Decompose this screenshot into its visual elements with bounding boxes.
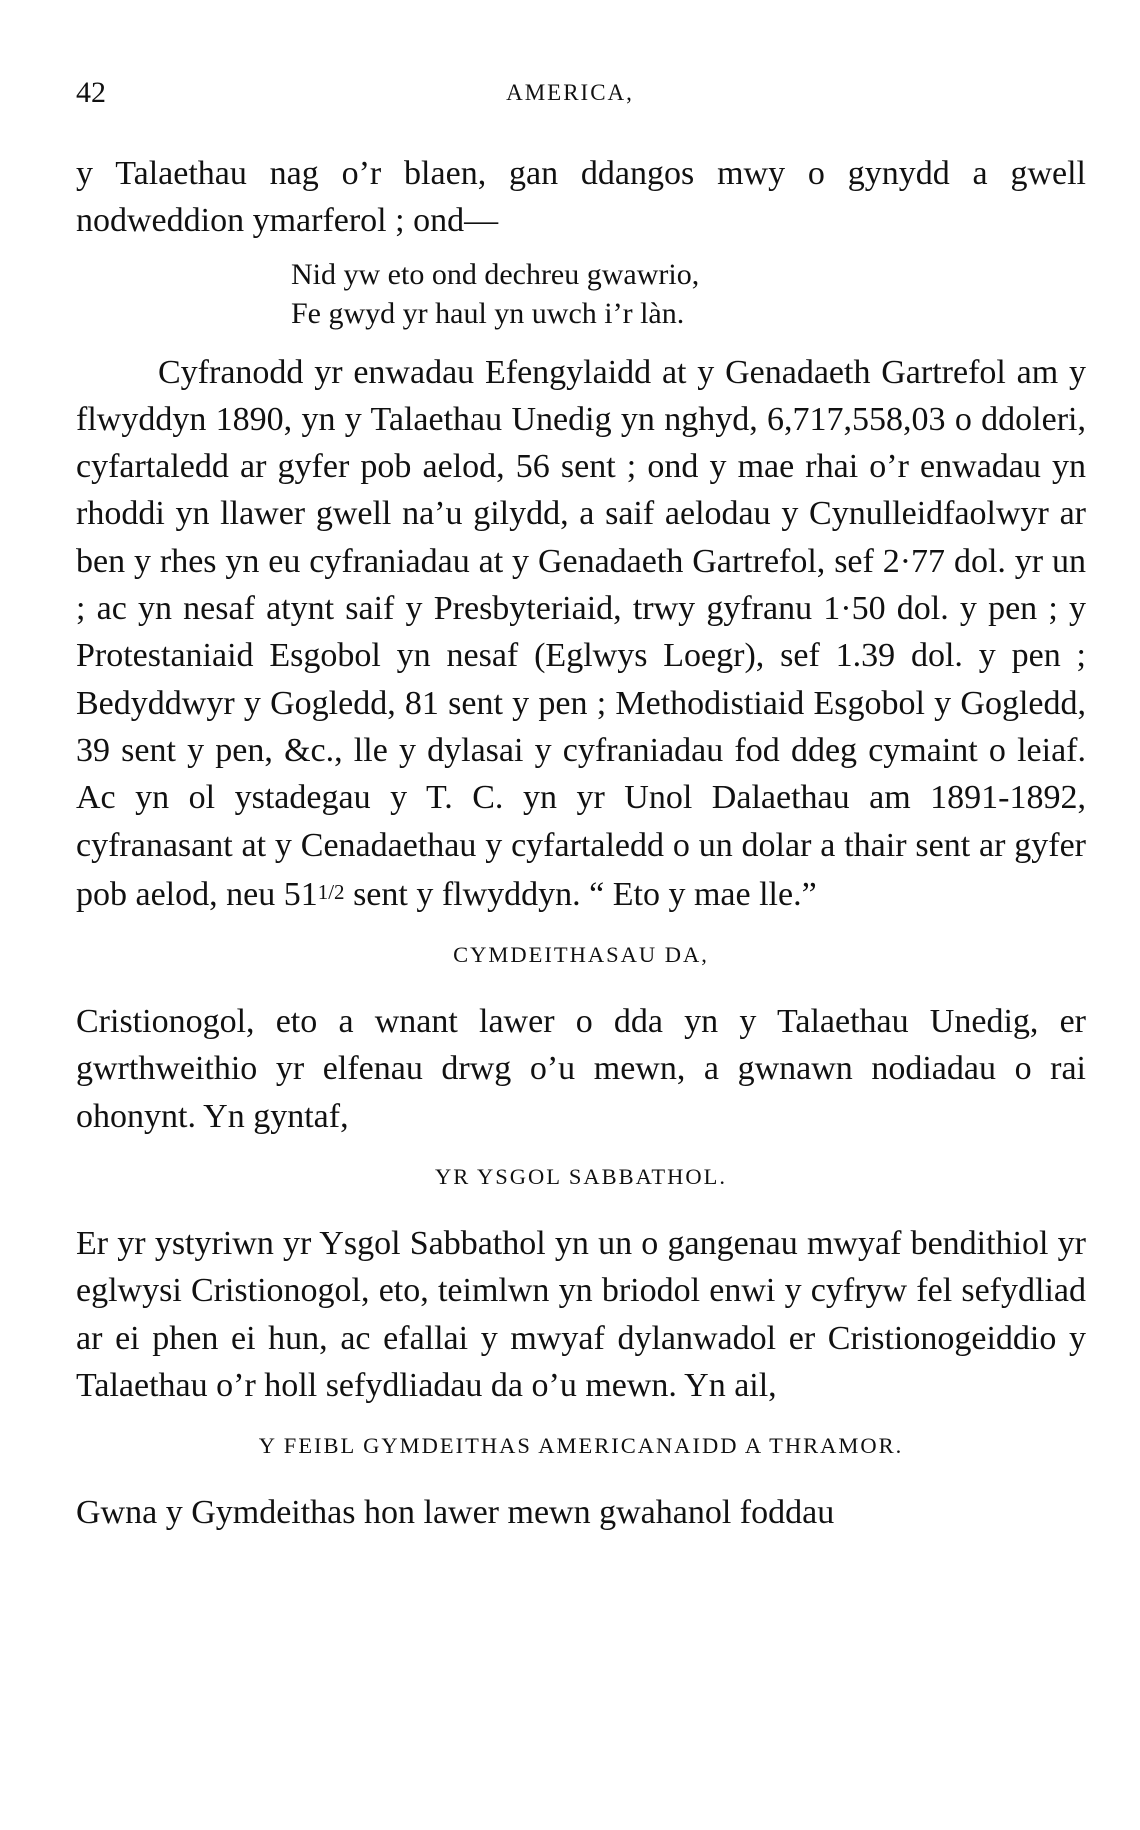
paragraph-continued: y Talaethau nag o’r blaen, gan ddangos mwy o gynydd a gwell nodweddion ymarferol ; ond— [76, 155, 1086, 240]
running-head [76, 76, 1064, 116]
paragraph-sunday-school: Er yr ystyriwn yr Ysgol Sabbathol yn un o gangenau mwyaf bendithiol yr eglwysi Cristionogol, eto, teimlwn yn briodol enwi y cyfryw fel sefydliad ar ei phen ei hun, ac efallai y mwyaf dylanwadol er Cristionogeiddio y Talaethau o’r holl sefydliadau da o’u mewn. Yn ail, [76, 1225, 1086, 1404]
verse-quote [291, 255, 1086, 333]
running-title: AMERICA, [506, 80, 634, 105]
paragraph-text-tail: sent y flwyddyn. “ Eto y mae lle.” [344, 875, 817, 913]
paragraph-societies: Cristionogol, eto a wnant lawer o dda yn y Talaethau Unedig, er gwrthweithio yr elfenau drwg o’u mewn, a gwnawn nodiadau o rai ohonynt. Yn gyntaf, [76, 1003, 1086, 1135]
verse-line: Fe gwyd yr haul yn uwch i’r làn. [291, 296, 685, 330]
page-body [76, 150, 1086, 1537]
section-heading: CYMDEITHASAU DA, [453, 942, 709, 968]
paragraph-home-mission [76, 349, 1086, 919]
paragraph-bible-society: Gwna y Gymdeithas hon lawer mewn gwahanol foddau [76, 1494, 835, 1532]
fraction: 1/2 [317, 879, 345, 904]
section-heading: Y FEIBL GYMDEITHAS AMERICANAIDD A THRAMOR. [258, 1433, 904, 1459]
paragraph-text: Cyfranodd yr enwadau Efengylaidd at y Genadaeth Gartrefol am y flwyddyn 1890, yn y Talaethau Unedig yn nghyd, 6,717,558,03 o ddoleri, cyfartaledd ar gyfer pob aelod, 56 sent ; ond y mae rhai o’r enwadau yn rhoddi yn llawer gwell na’u gilydd, a saif aelodau y Cynulleidfaolwyr ar ben y rhes yn eu cyfraniadau at y Genadaeth Gartrefol, sef 2·77 dol. yr un ; ac yn nesaf atynt saif y Presbyteriaid, trwy gyfranu 1·50 dol. y pen ; y Protestaniaid Esgobol yn nesaf (Eglwys Loegr), sef 1.39 dol. y pen ; Bedyddwyr y Gogledd, 81 sent y pen ; Methodistiaid Esgobol y Gogledd, 39 sent y pen, &c., lle y dylasai y cyfraniadau fod ddeg cymaint o leiaf. Ac yn ol ystadegau y T. C. yn yr Unol Dalaethau am 1891-1892, cyfranasant at y Cenadaethau y cyfartaledd o un dolar a thair sent ar gyfer pob aelod, neu 51 [76, 353, 1086, 913]
verse-line: Nid yw eto ond dechreu gwawrio, [291, 257, 700, 291]
section-heading: YR YSGOL SABBATHOL. [435, 1164, 727, 1190]
page-number: 42 [76, 76, 106, 109]
